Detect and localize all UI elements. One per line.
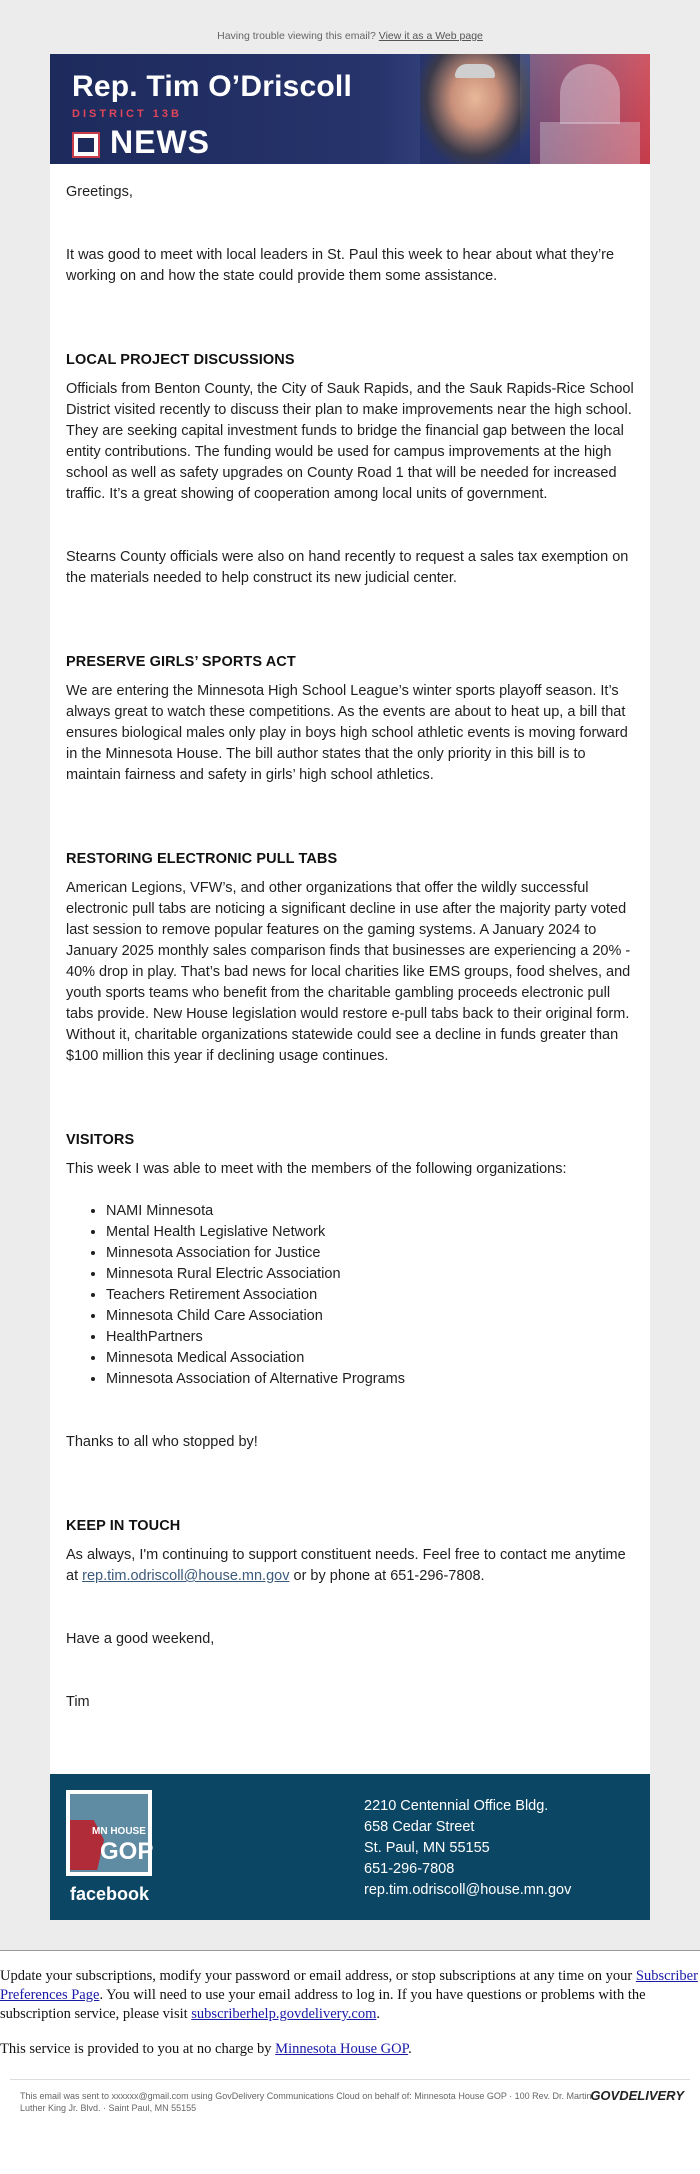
signature: Tim: [66, 1694, 90, 1710]
newsletter-card: [50, 54, 650, 1920]
rep-name: Rep. Tim O’Driscoll: [72, 70, 352, 103]
subscription-text: .: [376, 2006, 380, 2022]
district-label: DISTRICT 13B: [72, 108, 182, 120]
capitol-image: [520, 54, 650, 164]
visitors-paragraph: This week I was able to meet with the members of the following organizations:: [66, 1161, 567, 1177]
section-heading-visitors: VISITORS: [66, 1132, 135, 1148]
contact-footer: [50, 1774, 650, 1920]
subscription-text: . You will need to use your email address to log in. If you have questions or problems with the subscription service, please visit: [0, 1987, 646, 2022]
house-seal-icon: [72, 132, 100, 158]
list-item: • Mental Health Legislative Network: [106, 1222, 634, 1243]
keep-in-touch-text-after: or by phone at 651-296-7808.: [293, 1568, 485, 1584]
list-item: • NAMI Minnesota: [106, 1201, 634, 1222]
subscriber-help-link[interactable]: subscriberhelp.govdelivery.com: [191, 2006, 377, 2022]
govdelivery-logo[interactable]: GOVDELIVERY: [590, 2088, 684, 2103]
closing-line: Have a good weekend,: [66, 1631, 215, 1647]
service-text: This service is provided to you at no charge by: [0, 2041, 272, 2057]
newsletter-body: [50, 164, 650, 1774]
local-paragraph-1: Officials from Benton County, the City of Sauk Rapids, and the Sauk Rapids-Rice School District visited recently to discuss their plan to make improvements near the high school. They are seeking capital investment funds to bridge the financial gap between the local entity contributions. The funding would be used for campus improvements at the high school as well as safety upgrades on County Road 1 that will be needed for increased traffic. It’s a great showing of cooperation among local units of government.: [66, 381, 634, 502]
list-item: • HealthPartners: [106, 1327, 634, 1348]
subscription-area: [0, 1950, 700, 2174]
local-paragraph-2: Stearns County officials were also on hand recently to request a sales tax exemption on the materials needed to help construct its new judicial center.: [66, 549, 629, 586]
list-item: • Minnesota Association for Justice: [106, 1243, 634, 1264]
greeting: Greetings,: [66, 184, 133, 200]
address-phone: 651-296-7808: [364, 1861, 455, 1877]
keep-in-touch-paragraph: [66, 1545, 634, 1587]
intro-paragraph: It was good to meet with local leaders in St. Paul this week to hear about what they’re working on and how the state could provide them some assistance.: [66, 247, 615, 284]
header-banner: [50, 54, 650, 164]
address-line: 2210 Centennial Office Bldg.: [364, 1798, 549, 1814]
section-heading-local: LOCAL PROJECT DISCUSSIONS: [66, 352, 295, 368]
section-heading-girls-sports: PRESERVE GIRLS’ SPORTS ACT: [66, 654, 296, 670]
view-web-page-link[interactable]: View it as a Web page: [378, 30, 483, 42]
address-email: rep.tim.odriscoll@house.mn.gov: [364, 1882, 572, 1898]
pull-tabs-paragraph: American Legions, VFW’s, and other organizations that offer the wildly successful electronic pull tabs are noticing a significant decline in use after the majority party voted last session to remove popular features on the gaming systems. A January 2024 to January 2025 monthly sales comparison finds that businesses are experiencing a 20% - 40% drop in play. That’s bad news for local charities like EMS groups, food shelves, and youth sports teams who benefit from the charitable gambling proceeds electronic pull tabs provide. New House legislation would restore e-pull tabs back to their original form. Without it, charitable organizations statewide could see a decline in funds greater than $100 million this year if declining usage continues.: [66, 880, 631, 1064]
visitors-list: [106, 1201, 634, 1390]
mn-state-icon: [70, 1794, 154, 1872]
subscription-notice: [0, 1950, 700, 2059]
service-text: .: [408, 2041, 412, 2057]
legal-footer: [10, 2079, 690, 2144]
girls-sports-paragraph: We are entering the Minnesota High School League’s winter sports playoff season. It’s always great to watch these competitions. As the events are about to heat up, a bill that ensures biological males only play in boys high school athletic events is moving forward in the Minnesota House. The bill author states that the only priority in this bill is to maintain fairness and safety in girls’ high school athletics.: [66, 683, 628, 783]
list-item: • Minnesota Child Care Association: [106, 1306, 634, 1327]
legal-text: This email was sent to xxxxxx@gmail.com using GovDelivery Communications Cloud on behalf of: Minnesota House GOP · 100 Rev. Dr. Martin Luther King Jr. Blvd. · Saint Paul, MN 55155: [20, 2091, 592, 2113]
section-heading-pull-tabs: RESTORING ELECTRONIC PULL TABS: [66, 851, 338, 867]
news-label: NEWS: [110, 124, 210, 160]
list-item: • Minnesota Rural Electric Association: [106, 1264, 634, 1285]
section-heading-keep-in-touch: KEEP IN TOUCH: [66, 1518, 181, 1534]
thanks-paragraph: Thanks to all who stopped by!: [66, 1434, 258, 1450]
list-item: • Minnesota Association of Alternative Programs: [106, 1369, 634, 1390]
mn-house-gop-logo[interactable]: [66, 1790, 152, 1876]
facebook-link[interactable]: facebook: [70, 1884, 150, 1904]
address-line: 658 Cedar Street: [364, 1819, 475, 1835]
subscriber-preferences-link[interactable]: Subscriber Preferences Page: [0, 1968, 698, 2003]
logo-mn-text: MN HOUSE: [92, 1826, 146, 1837]
view-online-bar: [0, 0, 700, 54]
rep-photo: [420, 54, 530, 164]
list-item: • Teachers Retirement Association: [106, 1285, 634, 1306]
rep-email-link[interactable]: rep.tim.odriscoll@house.mn.gov: [82, 1568, 290, 1584]
view-online-text: Having trouble viewing this email?: [217, 30, 376, 42]
minnesota-house-gop-link[interactable]: Minnesota House GOP: [275, 2041, 409, 2057]
subscription-text: Update your subscriptions, modify your password or email address, or stop subscriptions at any time on your: [0, 1968, 633, 1984]
office-address: [364, 1796, 571, 1901]
list-item: • Minnesota Medical Association: [106, 1348, 634, 1369]
logo-gop-text: GOP: [100, 1838, 154, 1865]
keep-in-touch-text-before: As always, I'm continuing to support constituent needs. Feel free to contact me anytime at: [66, 1547, 626, 1584]
address-line: St. Paul, MN 55155: [364, 1840, 490, 1856]
